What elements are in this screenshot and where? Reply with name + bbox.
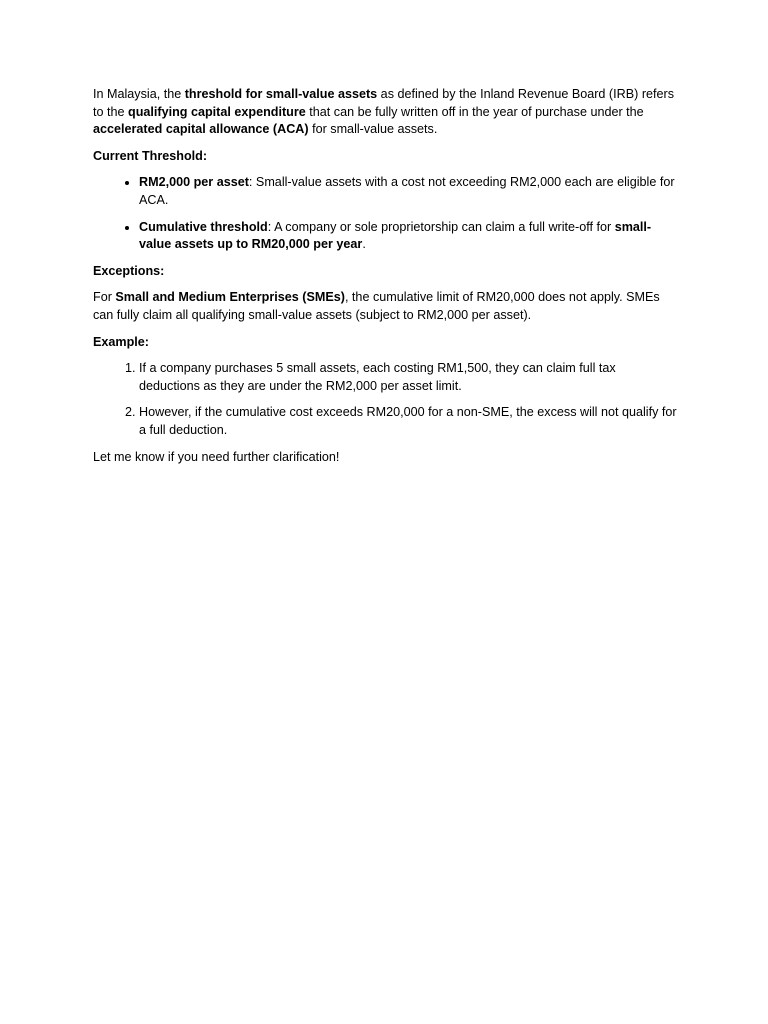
exceptions-paragraph: For Small and Medium Enterprises (SMEs), the cumulative limit of RM20,000 does not apply. SMEs can fully claim all qualifying small-value assets (subject to RM2,000 per asset). xyxy=(93,290,660,322)
document-body xyxy=(93,86,678,475)
exceptions-bold-smes: Small and Medium Enterprises (SMEs) xyxy=(115,290,345,305)
list-item: • RM2,000 per asset: Small-value assets with a cost not exceeding RM2,000 each are eligible for ACA. xyxy=(139,174,678,209)
list-item: 1. If a company purchases 5 small assets, each costing RM1,500, they can claim full tax deductions as they are under the RM2,000 per asset limit. xyxy=(139,360,678,395)
example-list xyxy=(93,360,678,439)
current-threshold-list xyxy=(93,174,678,253)
intro-paragraph: In Malaysia, the threshold for small-value assets as defined by the Inland Revenue Board (IRB) refers to the qualifying capital expenditure that can be fully written off in the year of purchase under the accelerated capital allowance (ACA) for small-value assets. xyxy=(93,87,675,137)
exceptions-heading: Exceptions: xyxy=(93,263,165,278)
list-item: 2. However, if the cumulative cost exceeds RM20,000 for a non-SME, the excess will not qualify for a full deduction. xyxy=(139,404,678,439)
list-item: • Cumulative threshold: A company or sole proprietorship can claim a full write-off for small-value assets up to RM20,000 per year. xyxy=(139,219,678,254)
intro-bold-aca: accelerated capital allowance (ACA) xyxy=(93,122,309,137)
intro-bold-qualifying: qualifying capital expenditure xyxy=(128,104,306,119)
example-heading: Example: xyxy=(93,334,149,349)
intro-bold-threshold: threshold for small-value assets xyxy=(184,87,378,101)
current-threshold-heading: Current Threshold: xyxy=(93,148,208,163)
closing-line: Let me know if you need further clarification! xyxy=(93,449,340,464)
